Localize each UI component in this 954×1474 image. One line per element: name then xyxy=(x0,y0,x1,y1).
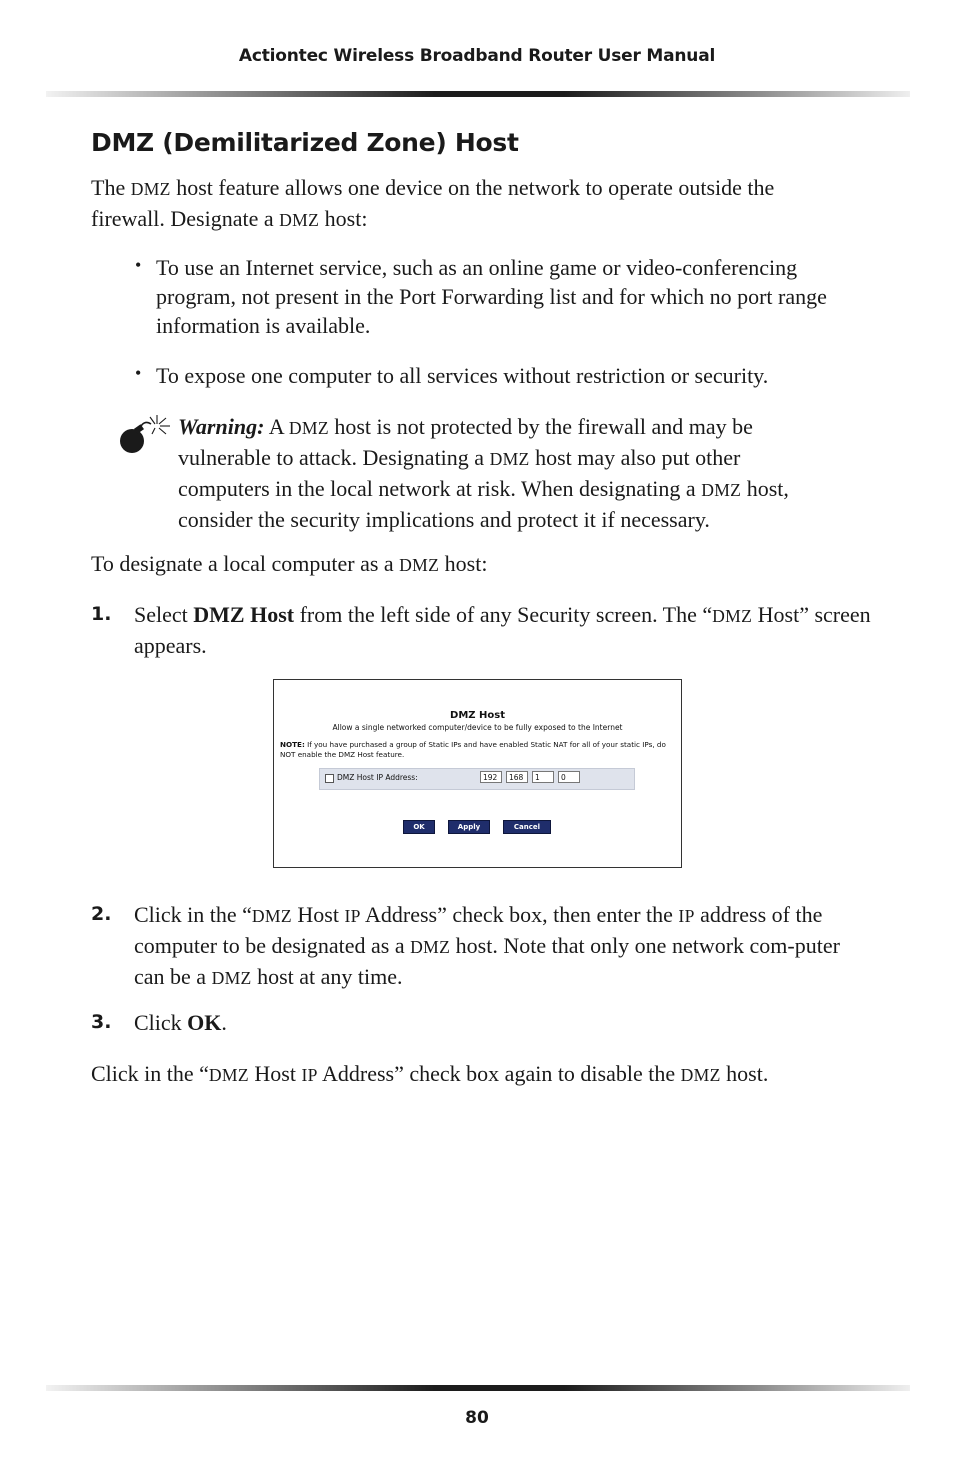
intro-paragraph: The DMZ host feature allows one device on the network to operate outside the firewall. Designate a DMZ host: xyxy=(91,175,775,231)
section-title: DMZ (Demilitarized Zone) Host xyxy=(91,128,519,157)
ip-octet-2-input[interactable]: 168 xyxy=(506,771,528,783)
cancel-button[interactable]: Cancel xyxy=(503,820,551,834)
dmz-host-screenshot xyxy=(273,679,682,868)
warning-label: Warning: xyxy=(178,414,265,439)
step-number: 2. xyxy=(91,903,112,925)
warning-note: Warning: A DMZ host is not protected by the firewall and may be vulnerable to attack. Designating a DMZ host may also put other computers in the local network at risk. When designating a DMZ host, consider the security implications and protect it if necessary. xyxy=(178,414,789,532)
step-text: Select DMZ Host from the left side of any Security screen. The “DMZ Host” screen appears. xyxy=(134,602,871,658)
bullet-marker: • xyxy=(135,255,142,275)
bullet-marker: • xyxy=(135,363,142,383)
step-text: Click OK. xyxy=(134,1010,227,1035)
ok-button[interactable]: OK xyxy=(403,820,435,834)
header-rule xyxy=(46,91,910,97)
screenshot-note: NOTE: If you have purchased a group of Static IPs and have enabled Static NAT for all of your static IPs, do NOT enable the DMZ Host feature. xyxy=(280,740,666,759)
bullet-item: To use an Internet service, such as an online game or video-conferencing program, not present in the Port Forwarding list and for which no port range information is available. xyxy=(156,255,827,338)
step-number: 3. xyxy=(91,1011,112,1033)
page-number: 80 xyxy=(465,1408,489,1428)
ip-octet-1-input[interactable]: 192 xyxy=(480,771,502,783)
running-header: Actiontec Wireless Broadband Router User Manual xyxy=(238,46,716,66)
bullet-item: To expose one computer to all services without restriction or security. xyxy=(156,363,769,388)
bomb-icon xyxy=(117,413,175,457)
screenshot-title: DMZ Host xyxy=(450,710,505,721)
dmz-ip-row xyxy=(319,768,635,790)
dmz-host-checkbox[interactable] xyxy=(325,774,334,783)
step-text: Click in the “DMZ Host IP Address” check box, then enter the IP address of the computer to be designated as a DMZ host. Note that only one network com-puter can be a DMZ host at any time. xyxy=(134,902,840,989)
footer-rule xyxy=(46,1385,910,1391)
screenshot-description: Allow a single networked computer/device to be fully exposed to the Internet xyxy=(332,723,623,732)
dmz-ip-label: DMZ Host IP Address: xyxy=(337,773,418,782)
closing-paragraph: Click in the “DMZ Host IP Address” check box again to disable the DMZ host. xyxy=(91,1061,769,1086)
ip-octet-3-input[interactable]: 1 xyxy=(532,771,554,783)
ip-octet-4-input[interactable]: 0 xyxy=(558,771,580,783)
step-number: 1. xyxy=(91,603,112,625)
apply-button[interactable]: Apply xyxy=(448,820,490,834)
procedure-intro: To designate a local computer as a DMZ host: xyxy=(91,551,488,576)
